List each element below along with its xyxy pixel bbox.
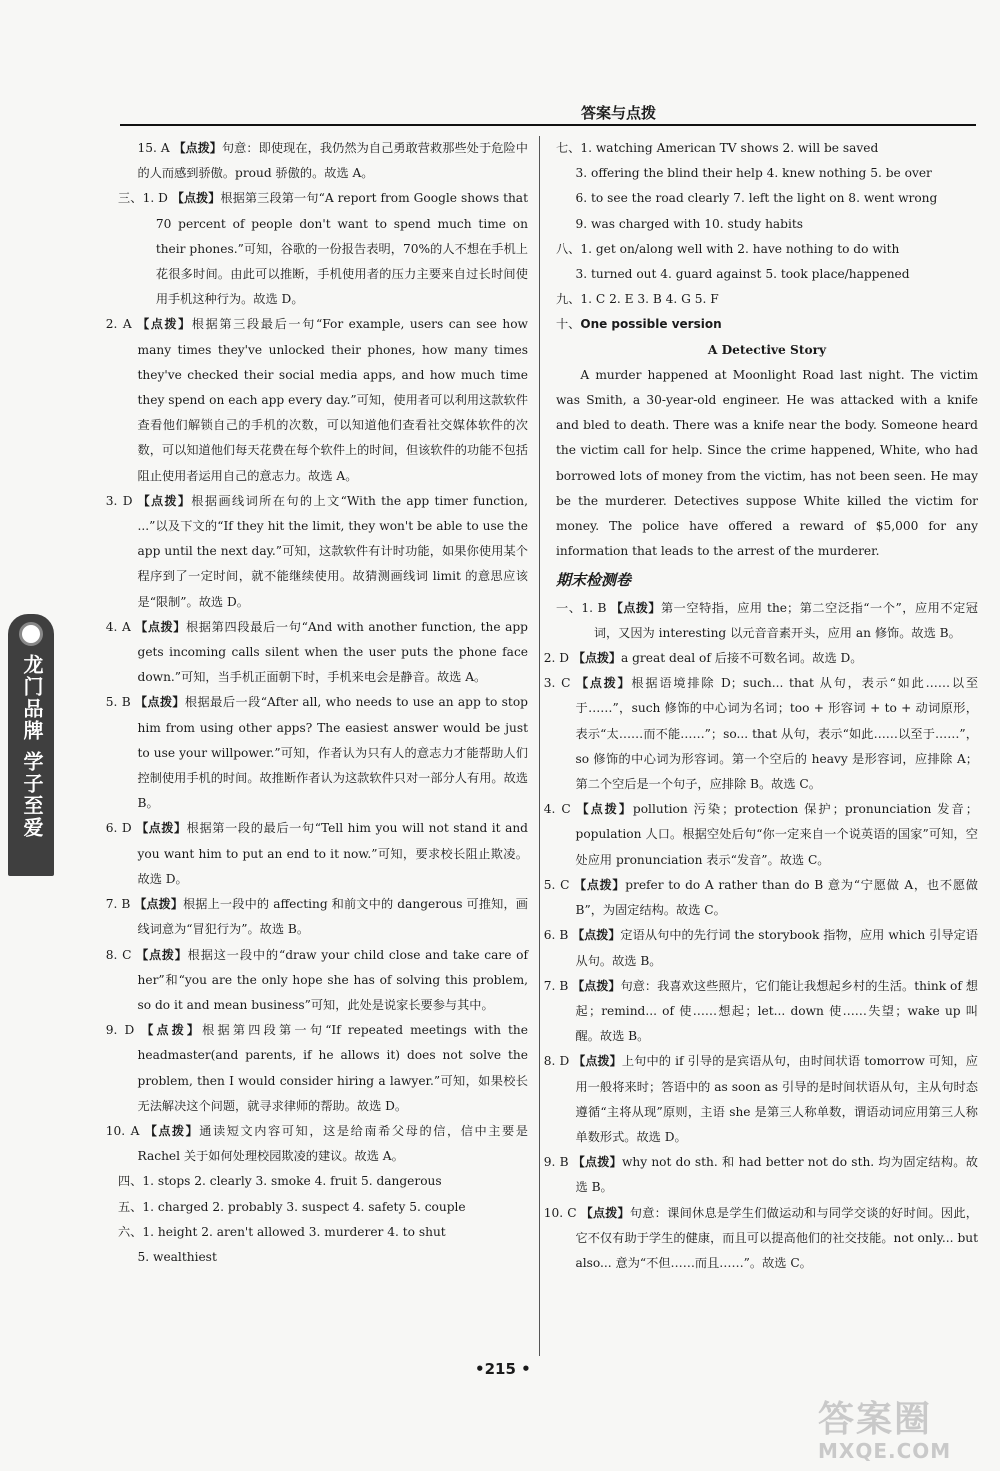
- answer-text: 4. C: [543, 802, 577, 817]
- answer-text: 根据上一段中的 affecting 和前文中的 dangerous 可推知，画线词意为“冒犯行为”。故选 B。: [137, 897, 528, 937]
- page-header: [120, 100, 976, 126]
- hint-label: 【点拨】: [134, 897, 183, 912]
- answer-text: 7. B: [105, 897, 135, 912]
- answer-text: 句意：我喜欢这些照片，它们能让我想起乡村的生活。think of 想起；remind... of 使……想起；let... down 使……失望；wake up 叫醒。故选 B。: [575, 978, 978, 1044]
- answer-item: [105, 816, 528, 892]
- answer-text: 6. D: [105, 821, 137, 836]
- hint-label: 【点拨】: [137, 493, 192, 508]
- exam-answers: [543, 596, 979, 1276]
- answer-text: 9. B: [543, 1155, 573, 1170]
- hint-label: 【点拨】: [572, 1155, 622, 1170]
- answer-text: 9. was charged with 10. study habits: [575, 216, 804, 231]
- hint-label: 【点拨】: [144, 1123, 200, 1138]
- side-brand-tab: [8, 614, 54, 876]
- answer-text: 8. D: [543, 1054, 574, 1069]
- answer-text: 根据第四段最后一句“And with another function, the app gets incoming calls silent when the user puts the phone face down.”可知，当手机正面朝下时，手机来电会是静音。故选 A。: [137, 619, 528, 685]
- answer-text: 上句中的 if 引导的是宾语从句，由时间状语 tomorrow 可知，应用一般将来时；答语中的 as soon as 引导的是时间状语从句，主从句时态遵循“主将从现”原则，主语 she 是第三人称单数，谓语动词应用第三人称单数形式。故选 D。: [575, 1054, 978, 1144]
- answer-text: 九、1. C 2. E 3. B 4. G 5. F: [556, 292, 719, 307]
- answer-text: 10. A: [105, 1123, 145, 1138]
- answer-text: 一、1. B: [556, 600, 611, 615]
- answer-item: [105, 312, 528, 488]
- answer-text: 通读短文内容可知，这是给南希父母的信，信中主要是 Rachel 关于如何处理校园欺凌的建议。故选 A。: [137, 1123, 528, 1164]
- answer-text: 9. D: [105, 1023, 142, 1038]
- answer-text: 五、1. charged 2. probably 3. suspect 4. safety 5. couple: [118, 1199, 466, 1214]
- hint-label: 【点拨】: [572, 978, 621, 993]
- answer-text: 定语从句中的先行词 the storybook 指物，应用 which 引导定语从句。故选 B。: [575, 928, 978, 968]
- answers-group-7-10: [556, 136, 978, 338]
- hint-label: 【点拨】: [173, 141, 222, 155]
- answer-text: 根据最后一段“After all, who needs to use an app to stop him from using other apps? The easiest answer would be just to use your willpower.”可知，作者认为只有人的意志力才能帮助人们控制使用手机的时间。故推断作者认为这款软件只对一部分人有用。故选 B。: [137, 695, 528, 811]
- hint-label: 【点拨】: [576, 802, 633, 817]
- answer-text: 根据语境排除 D；such... that 从句，表示“如此……以至于……”，such 修饰的中心词为名词；too + 形容词 + to + 动词原形，表示“太……而不能……”；so... that 从句，表示“如此……以至于……”，so 修饰的中心词为形容词。第一个空后的 heavy 是形容词，应排除 A；第二个空后是一个句子，应排除 B。故选 C。: [575, 676, 979, 792]
- right-column: [543, 136, 979, 1276]
- answer-item: [543, 797, 978, 873]
- answer-text: 3. offering the blind their help 4. knew nothing 5. be over: [575, 166, 932, 181]
- answer-item: [105, 1119, 528, 1169]
- answer-text: 7. B: [543, 978, 573, 993]
- answer-text: 15. A: [137, 141, 174, 155]
- answer-text: 句意：即使现在，我仍然为自己勇敢营救那些处于危险中的人而感到骄傲。proud 骄傲的。故选 A。: [137, 141, 528, 181]
- hint-label: 【点拨】: [610, 600, 661, 615]
- watermark-url: MXQE.COM: [818, 1439, 952, 1463]
- answer-item: [556, 287, 978, 312]
- answer-text: 根据第四段第一句“If repeated meetings with the headmaster(and parents, if he allows it) does not solve the problem, then I would consider hiring a lawyer.”可知，如果校长无法解决这个问题，就寻求律师的帮助。故选 D。: [137, 1023, 528, 1113]
- answer-text: 10. C: [543, 1205, 581, 1220]
- column-divider: [539, 136, 540, 1356]
- answer-text: 8. C: [105, 947, 137, 962]
- hint-label: 【点拨】: [572, 651, 621, 666]
- hint-label: 【点拨】: [136, 947, 188, 962]
- answer-item: [543, 974, 978, 1050]
- answer-text: 5. B: [105, 695, 136, 710]
- answer-text: pollution 污染；protection 保护；pronunciation 发音；population 人口。根据空处后句“你一定来自一个说英语的国家”可知，空处应用 pronunciation 表示“发音”。故选 C。: [575, 802, 978, 867]
- answer-item: [118, 136, 528, 186]
- answer-item: [556, 237, 978, 262]
- hint-label: 【点拨】: [136, 821, 187, 836]
- answer-text: 句意：课间休息是学生们做运动和与同学交谈的好时间。因此，它不仅有助于学生的健康，而且可以提高他们的社交技能。not only... but also... 意为“不但……而且……”。故选 C。: [575, 1205, 978, 1270]
- answer-text: 根据画线词所在句的上文“With the app timer function, ...”以及下文的“If they hit the limit, they won't be able to use the app until the next day.”可知，这款软件有计时功能，如果你使用某个程序到了一定时间，就不能继续使用。故猜测画线词 limit 的意思应该是“限制”。故选 D。: [137, 493, 528, 609]
- hint-label: 【点拨】: [135, 695, 185, 710]
- answer-item: [556, 161, 978, 186]
- answer-item: [118, 1220, 528, 1245]
- answer-text: 三、1. D: [118, 191, 172, 206]
- answer-item: [556, 136, 978, 161]
- hint-label: 【点拨】: [171, 191, 221, 206]
- answer-item: [543, 1150, 978, 1200]
- answer-text: 6. B: [543, 928, 573, 943]
- left-column: [105, 136, 528, 1270]
- answer-text: 四、1. stops 2. clearly 3. smoke 4. fruit 5. dangerous: [118, 1174, 442, 1189]
- answer-text: why not do sth. 和 had better not do sth. 均为固定结构。故选 B。: [575, 1155, 978, 1195]
- answer-item: [105, 615, 528, 691]
- hint-label: 【点拨】: [137, 317, 192, 332]
- answer-item: [118, 1195, 528, 1220]
- answer-text: 3. C: [543, 676, 577, 691]
- answer-item: [556, 262, 978, 287]
- hint-label: 【点拨】: [135, 619, 186, 634]
- answer-text: 3. turned out 4. guard against 5. took place/happened: [575, 267, 910, 282]
- answer-text: 4. A: [105, 619, 136, 634]
- answer-text: 八、1. get on/along well with 2. have nothing to do with: [556, 241, 900, 256]
- answer-item: [105, 1018, 528, 1119]
- brand-dot-icon: [19, 622, 43, 646]
- watermark-text: 答案圈: [818, 1399, 933, 1440]
- answer-text: 5. C: [543, 877, 575, 892]
- answer-item: [543, 646, 978, 671]
- answer-text: 3. D: [105, 493, 138, 508]
- story-body: A murder happened at Moonlight Road last night. The victim was Smith, a 30-year-old engineer. He was attacked with a knife and bled to death. There was a knife near the body. Someone heard the victim call for help. Since the crime happened, White, who had borrowed lots of money from the victim, has not been seen. He may be the murderer. Detectives suppose White killed the victim for money. The police have offered a reward of $5,000 for any information that leads to the arrest of the murderer.: [556, 367, 978, 559]
- answer-text: 6. to see the road clearly 7. left the light on 8. went wrong: [575, 191, 938, 206]
- hint-label: 【点拨】: [141, 1023, 203, 1038]
- answer-item: [118, 1245, 528, 1270]
- answer-item: [543, 671, 979, 797]
- story-title: A Detective Story: [707, 342, 827, 357]
- answer-item: [556, 186, 978, 211]
- page-number: •215 •: [475, 1360, 531, 1378]
- answer-item: [543, 1201, 978, 1277]
- hint-label: 【点拨】: [576, 676, 632, 691]
- hint-label: 【点拨】: [580, 1205, 630, 1220]
- answer-item: [556, 312, 978, 337]
- answer-item: [118, 1169, 528, 1194]
- answer-item: [105, 690, 528, 816]
- answer-item: [556, 212, 978, 237]
- answer-item: [543, 1049, 978, 1150]
- header-title: 答案与点拨: [580, 104, 656, 122]
- answer-text: a great deal of 后接不可数名词。故选 D。: [620, 651, 863, 666]
- answer-item: [543, 873, 978, 923]
- answer-item: [105, 892, 528, 942]
- hint-label: One possible version: [580, 317, 722, 332]
- answer-text: 十、: [556, 317, 581, 332]
- hint-label: 【点拨】: [573, 1054, 622, 1069]
- answer-item: [105, 943, 528, 1019]
- brand-slogan: 龙门品牌 学子至爱: [20, 654, 44, 839]
- answer-item: [118, 186, 528, 312]
- answer-item: [105, 489, 528, 615]
- answer-text: 5. wealthiest: [137, 1249, 217, 1264]
- answer-text: prefer to do A rather than do B 意为“宁愿做 A，也不愿做 B”，为固定结构。故选 C。: [575, 877, 978, 918]
- answer-text: 2. D: [543, 651, 573, 666]
- answer-text: 根据这一段中的“draw your child close and take care of her”和“you are the only hope she has of solving this problem, so do it and mean business”可知，此处是说家长要参与其中。: [137, 947, 528, 1012]
- answer-item: [543, 923, 978, 973]
- answer-text: 根据第一段的最后一句“Tell him you will not stand it and you want him to put an end to it now.”可知，要求校长阻止欺凌。故选 D。: [137, 821, 528, 886]
- answer-text: 六、1. height 2. aren't allowed 3. murderer 4. to shut: [118, 1224, 446, 1239]
- answer-text: 根据第三段第一句“A report from Google shows that 70 percent of people don't want to spend much time on their phones.”可知，谷歌的一份报告表明，70%的人不想在手机上花很多时间。由此可以推断，手机使用者的压力主要来自过长时间使用手机这种行为。故选 D。: [155, 191, 528, 307]
- answer-item: [556, 596, 978, 646]
- answer-text: 根据第三段最后一句“For example, users can see how many times they've unlocked their phones, how many times they've checked their social media apps, and how much time they spend on each app every day.”可知，使用者可以利用这款软件查看他们解锁自己的手机的次数，可以知道他们查看社交媒体软件的次数，可以知道他们每天花费在每个软件上的时间，但该软件的功能不包括阻止使用者运用自己的意志力。故选 A。: [137, 317, 528, 483]
- hint-label: 【点拨】: [574, 877, 626, 892]
- hint-label: 【点拨】: [572, 928, 621, 943]
- watermark-logo: [818, 1400, 988, 1464]
- section-title: 期末检测卷: [556, 571, 632, 590]
- answer-text: 七、1. watching American TV shows 2. will be saved: [556, 141, 879, 155]
- answer-text: 2. A: [105, 317, 138, 332]
- answer-text: 第一空特指，应用 the；第二空泛指“一个”，应用不定冠词，又因为 interesting 以元音音素开头，应用 an 修饰。故选 B。: [593, 600, 978, 640]
